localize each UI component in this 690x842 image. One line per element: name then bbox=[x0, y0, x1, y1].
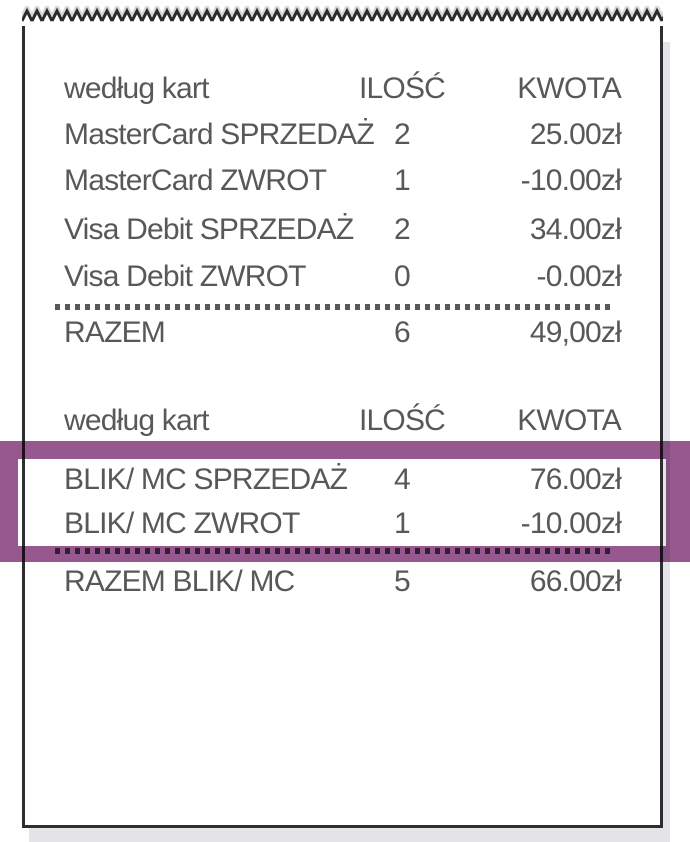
header-card-type: według kart bbox=[64, 404, 209, 437]
total-quantity: 5 bbox=[394, 565, 410, 598]
card-type-label: Visa Debit SPRZEDAŻ bbox=[64, 213, 354, 246]
total-row bbox=[25, 559, 660, 605]
table-row bbox=[25, 254, 660, 300]
table-row bbox=[25, 207, 660, 253]
table-row bbox=[25, 112, 660, 158]
dotted-separator bbox=[55, 548, 615, 554]
amount-value: 76.00zł bbox=[529, 463, 621, 496]
quantity-value: 2 bbox=[394, 118, 410, 151]
card-type-label: Visa Debit ZWROT bbox=[64, 260, 306, 293]
amount-value: 25.00zł bbox=[529, 118, 621, 151]
total-quantity: 6 bbox=[394, 316, 410, 349]
total-row bbox=[25, 310, 660, 356]
amount-value: -0.00zł bbox=[536, 260, 621, 293]
quantity-value: 1 bbox=[394, 164, 410, 197]
header-quantity: ILOŚĆ bbox=[358, 72, 446, 105]
receipt-body bbox=[22, 26, 663, 828]
receipt bbox=[22, 6, 663, 828]
total-label: RAZEM BLIK/ MC bbox=[64, 565, 295, 598]
table-row-highlighted bbox=[25, 501, 660, 547]
torn-edge-zigzag bbox=[22, 6, 663, 26]
header-quantity: ILOŚĆ bbox=[358, 404, 446, 437]
card-type-label: MasterCard SPRZEDAŻ bbox=[64, 118, 374, 151]
quantity-value: 0 bbox=[394, 260, 410, 293]
quantity-value: 1 bbox=[394, 507, 410, 540]
header-card-type: według kart bbox=[64, 72, 209, 105]
amount-value: -10.00zł bbox=[520, 164, 621, 197]
quantity-value: 2 bbox=[394, 213, 410, 246]
card-type-label: BLIK/ MC ZWROT bbox=[64, 507, 300, 540]
table-row-highlighted bbox=[25, 457, 660, 503]
quantity-value: 4 bbox=[394, 463, 410, 496]
card-type-label: MasterCard ZWROT bbox=[64, 164, 327, 197]
amount-value: 34.00zł bbox=[529, 213, 621, 246]
header-amount: KWOTA bbox=[517, 72, 621, 105]
total-amount: 66.00zł bbox=[529, 565, 621, 598]
card-type-label: BLIK/ MC SPRZEDAŻ bbox=[64, 463, 348, 496]
total-label: RAZEM bbox=[64, 316, 166, 349]
table-header bbox=[25, 398, 660, 444]
total-amount: 49,00zł bbox=[529, 316, 621, 349]
amount-value: -10.00zł bbox=[520, 507, 621, 540]
table-row bbox=[25, 158, 660, 204]
table-header bbox=[25, 66, 660, 112]
header-amount: KWOTA bbox=[517, 404, 621, 437]
